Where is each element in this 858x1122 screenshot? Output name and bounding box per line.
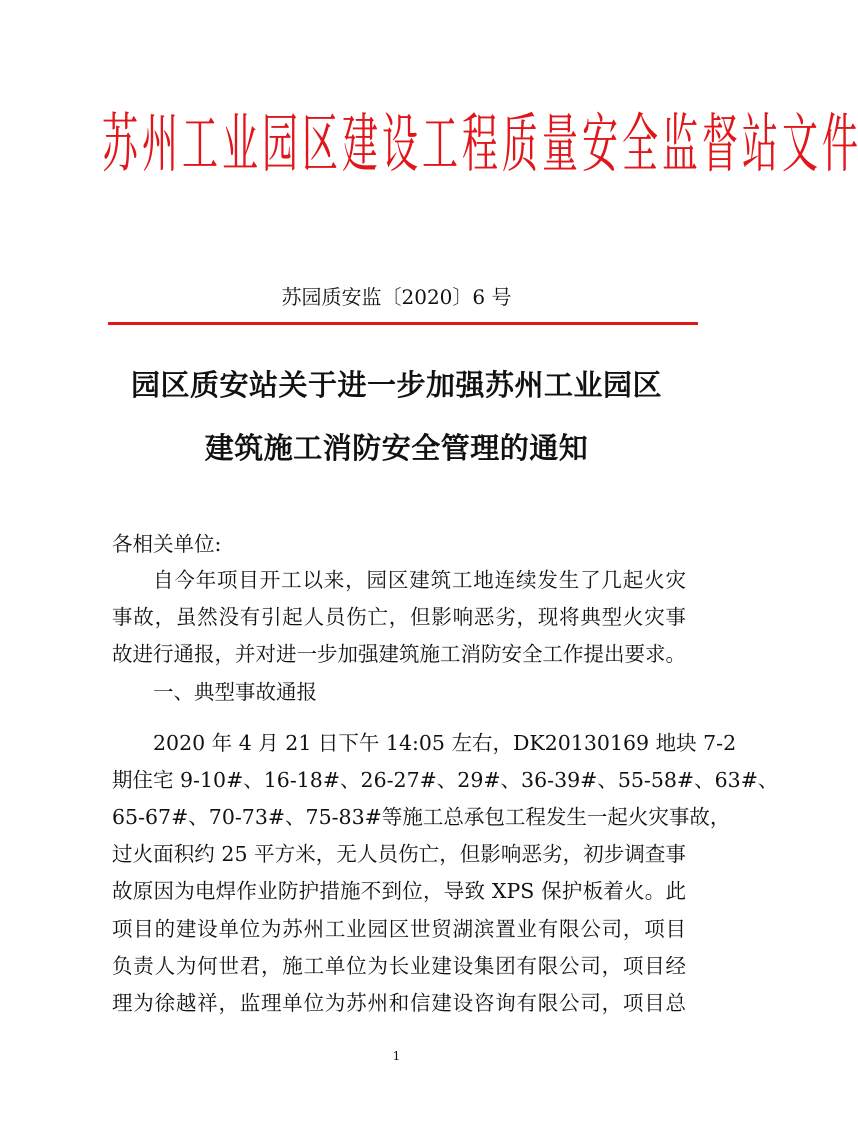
masthead-char: 设 [382,108,418,182]
body-line: 65-67#、70-73#、75-83#等施工总承包工程发生一起火灾事故， [112,805,731,829]
masthead-char: 文 [782,108,818,182]
masthead-char: 站 [742,108,778,182]
body-line: 负责人为何世君，施工单位为长业建设集团有限公司，项目经 [112,954,686,978]
masthead-char: 园 [262,108,298,182]
body-line: 事故，虽然没有引起人员伤亡，但影响恶劣，现将典型火灾事 [112,605,686,629]
masthead-char: 全 [622,108,658,182]
masthead-char: 州 [142,108,178,182]
notice-title-line-1: 园区质安站关于进一步加强苏州工业园区 [130,368,662,402]
notice-title-line-2: 建筑施工消防安全管理的通知 [204,431,589,465]
masthead-char: 质 [502,108,538,182]
masthead-char: 件 [822,108,858,182]
section-heading: 一、典型事故通报 [153,680,317,704]
body-line: 故原因为电焊作业防护措施不到位，导致 XPS 保护板着火。此 [112,879,686,903]
salutation: 各相关单位: [112,532,222,556]
body-line: 自今年项目开工以来，园区建筑工地连续发生了几起火灾 [153,568,686,592]
body-line: 故进行通报，并对进一步加强建筑施工消防安全工作提出要求。 [112,642,686,666]
red-divider-rule [108,322,698,325]
masthead-char: 监 [662,108,698,182]
document-number: 苏园质安监〔2020〕6 号 [281,285,512,309]
body-line: 2020 年 4 月 21 日下午 14:05 左右，DK20130169 地块 7-2 [153,731,737,755]
masthead-char: 业 [222,108,258,182]
body-line: 期住宅 9-10#、16-18#、26-27#、29#、36-39#、55-58#、63#、 [112,768,779,792]
masthead-char: 工 [422,108,458,182]
page-number: 1 [392,1049,401,1063]
masthead-char: 督 [702,108,738,182]
masthead-title [100,104,858,186]
masthead-char: 程 [462,108,498,182]
masthead-char: 建 [342,108,378,182]
body-line: 过火面积约 25 平方米，无人员伤亡，但影响恶劣，初步调查事 [112,842,686,866]
masthead-char: 安 [582,108,618,182]
masthead-char: 区 [302,108,338,182]
masthead-char: 量 [542,108,578,182]
masthead-char: 苏 [102,108,138,182]
body-line: 理为徐越祥，监理单位为苏州和信建设咨询有限公司，项目总 [112,991,686,1015]
masthead-char: 工 [182,108,218,182]
body-line: 项目的建设单位为苏州工业园区世贸湖滨置业有限公司，项目 [112,917,686,941]
